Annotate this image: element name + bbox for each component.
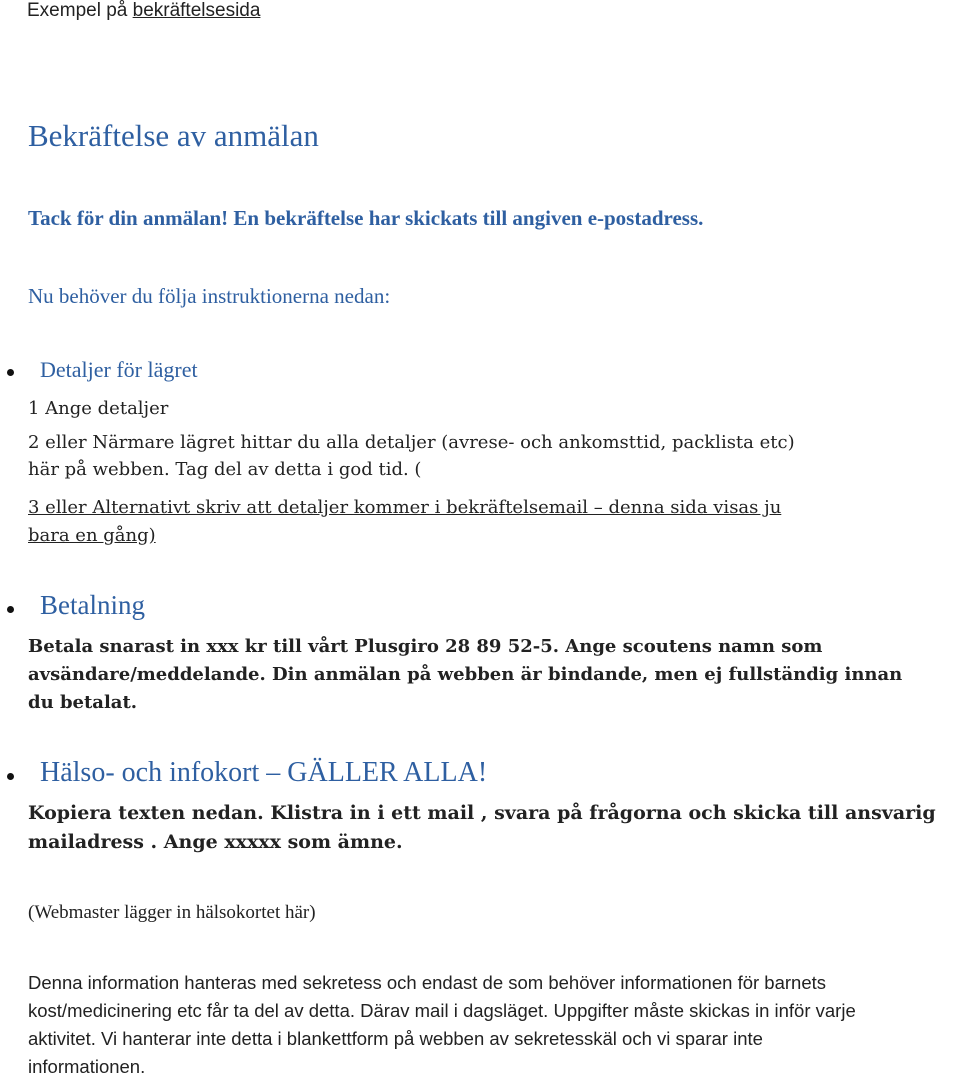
page-title: Bekräftelse av anmälan [28, 118, 319, 153]
health-instructions-line: Kopiera texten nedan. Klistra in i ett mail , svara på frågorna och skicka till ansvarig [28, 802, 936, 824]
privacy-text-line: aktivitet. Vi hanterar inte detta i blankettform på webben av sekretesskäl och vi sparar inte [28, 1028, 763, 1049]
bullet-icon [7, 369, 14, 376]
details-option-1: 1 Ange detaljer [28, 398, 169, 419]
header-note-prefix: Exempel på [27, 0, 128, 21]
payment-text-line: du betalat. [28, 692, 138, 713]
details-option-2-continued: här på webben. Tag del av detta i god tid. ( [28, 459, 422, 480]
privacy-text-line: informationen. [28, 1056, 146, 1077]
payment-text-line: avsändare/meddelande. Din anmälan på webben är bindande, men ej fullständig innan [28, 664, 903, 685]
header-note [27, 0, 260, 22]
thanks-message: Tack för din anmälan! En bekräftelse har skickats till angiven e-postadress. [28, 206, 704, 230]
privacy-text-line: kost/medicinering etc får ta del av detta. Därav mail i dagsläget. Uppgifter måste skickas in inför varje [28, 1000, 856, 1021]
privacy-text-line: Denna information hanteras med sekretess och endast de som behöver informationen för barnets [28, 972, 827, 993]
bullet-icon [7, 606, 14, 613]
webmaster-note: (Webmaster lägger in hälsokortet här) [28, 902, 316, 923]
bullet-icon [7, 773, 14, 780]
details-option-3-continued: bara en gång) [28, 525, 156, 546]
details-option-2: 2 eller Närmare lägret hittar du alla detaljer (avrese- och ankomsttid, packlista etc) [28, 432, 795, 453]
payment-text-line: Betala snarast in xxx kr till vårt Plusgiro 28 89 52-5. Ange scoutens namn som [28, 636, 823, 657]
confirmation-page-link[interactable]: bekräftelsesida [132, 0, 261, 21]
health-instructions-line: mailadress . Ange xxxxx som ämne. [28, 831, 403, 853]
details-option-3: 3 eller Alternativt skriv att detaljer kommer i bekräftelsemail – denna sida visas ju [28, 497, 782, 518]
details-heading: Detaljer för lägret [40, 357, 198, 382]
instructions-intro: Nu behöver du följa instruktionerna nedan: [28, 284, 391, 308]
health-card-heading: Hälso- och infokort – GÄLLER ALLA! [40, 757, 488, 788]
payment-heading: Betalning [40, 590, 145, 620]
